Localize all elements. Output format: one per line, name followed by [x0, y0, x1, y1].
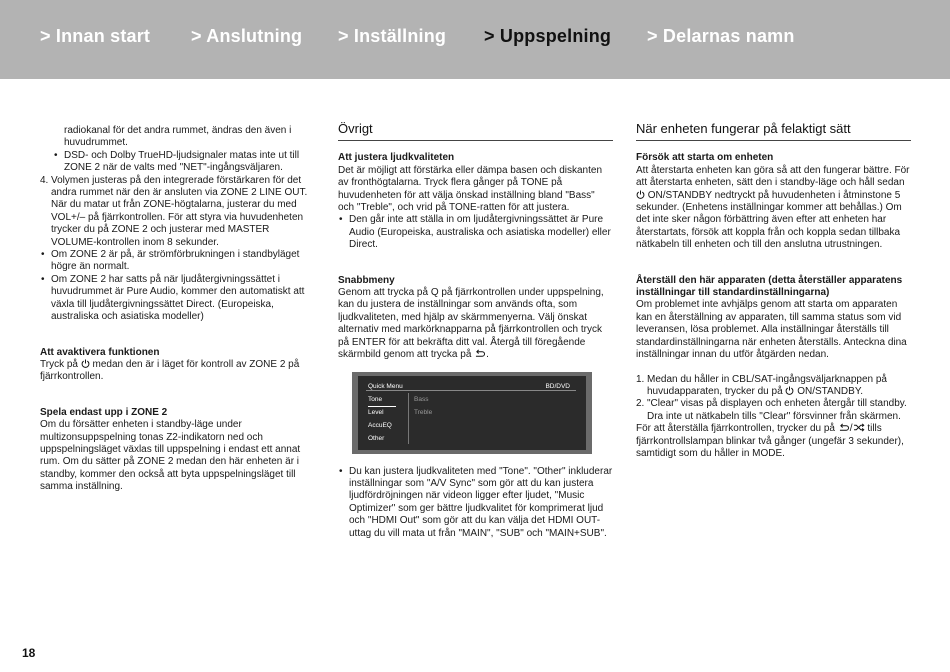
separator: /: [849, 423, 853, 435]
text: Medan du håller in CBL/SAT-ingångsväljarknappen på huvudapparaten, trycker du på: [647, 373, 887, 397]
shuffle-icon: [853, 423, 865, 432]
paragraph-deactivate: [40, 359, 316, 384]
quick-menu-screenshot: [352, 372, 592, 454]
item-number: 4.: [40, 174, 49, 186]
text: ON/STANDBY nedtryckt på huvudenheten i åtminstone 5 sekunder. (Enhetens inställningar kommer att behållas.) Om det inte sker någon förbättring även efter att enheten har återstartats, försök att koppla från och koppla sedan tillbaka nätkabeln till enheten och till den anslutna utrustningen.: [636, 189, 902, 251]
menu-item-accueq[interactable]: AccuEQ: [368, 421, 392, 429]
text: Att återstarta enheten kan göra så att den fungerar bättre. För att återstarta enheten, sätt den i standby-läge och håll sedan: [636, 164, 910, 189]
power-icon: [81, 359, 90, 368]
text: medan den är i läget för kontroll av ZONE 2 på fjärrkontrollen.: [40, 358, 300, 383]
bullet-standby-power: • Om ZONE 2 är på, är strömförbrukningen i standbyläget högre än normalt.: [40, 249, 316, 274]
bullet-pure-audio: • Om ZONE 2 har satts på när ljudåtergivningssättet i huvudrummet är Pure Audio, kommer den automatiskt att växla till ljudåtergivningssättet Direct. (Europeiska, australiska och asiatiska modeller): [40, 274, 316, 324]
nav-link-delarnas-namn[interactable]: > Delarnas namn: [647, 26, 795, 46]
section-title-malfunction: När enheten fungerar på felaktigt sätt: [636, 123, 911, 141]
paragraph-reset: Om problemet inte avhjälps genom att starta om apparaten kan en återställning av apparaten, till samma status som vid leveransen, lösa problemet. Alla inställningar återställs till standardinställningarna när enheten återställs. Anteckna dina inställningar innan du utför åtgärden nedan.: [636, 299, 907, 361]
menu-item-tone[interactable]: Tone: [368, 394, 396, 407]
item-text: Volymen justeras på den integrerade förstärkaren för det andra rummet när den är ansluten via ZONE 2 LINE OUT. När du matar ut från ZONE-högtalarna, justerar du med VOL+/– på fjärrkontrollen. För att styra via huvudenheten trycker du på ZONE 2 och justerar med MASTER VOLUME-kontrollen inom 8 sekunder.: [51, 174, 308, 248]
numbered-step-1: [636, 374, 911, 399]
power-icon: [636, 190, 645, 199]
text: tills fjärrkontrollslampan blinkar två gånger (ungefär 3 sekunder), samtidigt som du håller in MODE.: [636, 423, 904, 459]
heading-restart: Försök att starta om enheten: [636, 152, 774, 164]
menu-item-other[interactable]: Other: [368, 434, 385, 442]
text: .: [486, 349, 489, 361]
column-middle: [338, 118, 613, 540]
menu-value-bass: Bass: [414, 395, 429, 403]
bullet-pure-audio-direct: • Den går inte att ställa in om ljudåtergivningssättet är Pure Audio (Europeiska, australiska och asiatiska modeller) eller Direct.: [338, 214, 613, 251]
step-number: 1.: [636, 373, 645, 385]
nav-link-uppspelning[interactable]: > Uppspelning: [484, 26, 612, 46]
paragraph-remote-reset: [636, 423, 911, 460]
top-navigation-bar: [0, 0, 950, 79]
nav-link-anslutning[interactable]: > Anslutning: [191, 26, 303, 46]
heading-zone2-only: Spela endast upp i ZONE 2: [40, 406, 168, 418]
quick-menu-source: BD/DVD: [545, 382, 570, 390]
menu-value-treble: Treble: [414, 408, 433, 416]
heading-reset: Återställ den här apparaten (detta återställer apparatens inställningar till standardinställningarna): [636, 274, 903, 299]
nav-link-installning[interactable]: > Inställning: [338, 26, 447, 46]
nav-link-innan-start[interactable]: > Innan start: [40, 26, 151, 46]
section-title-ovrigt: Övrigt: [338, 123, 613, 141]
paragraph-quick-menu: [338, 287, 613, 361]
column-left: [40, 125, 316, 494]
paragraph-restart: [636, 165, 911, 252]
text: Genom att trycka på Q på fjärrkontrollen under uppspelning, kan du justera de inställningar som används ofta, som ljudkvaliteten, med hjälp av skärmmenyerna. Välj önskat alternativ med markörknapparna på fjärrkontrollen och tryck på ENTER för att bekräfta ditt val. Återgå till föregående skärmbild genom att trycka på: [338, 287, 604, 361]
heading-deactivate: Att avaktivera funktionen: [40, 346, 160, 358]
bullet-dsd: • DSD- och Dolby TrueHD-ljudsignaler matas inte ut till ZONE 2 när de valts med "NET"-ingångsväljaren.: [53, 150, 316, 175]
power-icon: [785, 386, 794, 395]
numbered-item-4: [40, 175, 316, 249]
text: Tryck på: [40, 358, 78, 370]
return-icon: [838, 423, 850, 432]
continued-text: radiokanal för det andra rummet, ändras den även i huvudrummet.: [64, 125, 292, 149]
quick-menu-title: Quick Menu: [368, 382, 403, 390]
numbered-step-2: [636, 398, 911, 423]
paragraph-zone2-only: Om du försätter enheten i standby-läge under multizonsuppspelning tonas Z2-indikatorn ned och uppspelningsläget växlas till uppspelning i endast ett annat rum. Om du sätter på ZONE 2 medan den här enheten är i standby, kommer den också att byta uppspelningsläget till samma inställning.: [40, 419, 301, 493]
text: ON/STANDBY.: [797, 385, 863, 397]
heading-quick-menu: Snabbmeny: [338, 274, 395, 286]
heading-sound-quality: Att justera ljudkvaliteten: [338, 152, 455, 164]
quick-menu-screen: [358, 376, 586, 450]
column-right: [636, 118, 911, 460]
step-number: 2.: [636, 398, 645, 410]
text: "Clear" visas på displayen och enheten återgår till standby. Dra inte ut nätkabeln tills "Clear" försvinner från skärmen.: [647, 398, 907, 422]
page-number: 18: [22, 646, 36, 660]
return-icon: [474, 349, 486, 358]
text: För att återställa fjärrkontrollen, trycker du på: [636, 423, 835, 435]
bullet-tone-other: • Du kan justera ljudkvaliteten med "Tone". "Other" inkluderar inställningar som "A/V Sync" som gör att du kan justera ljudfördröjningen när videon ligger efter ljudet, "Music Optimizer" som ger bättre ljudkvalitet för komprimerat ljud och "HDMI Out" som gör att du kan välja det HDMI OUT-uttag du vill mata ut från "MAIN", "SUB" och "MAIN+SUB".: [338, 466, 613, 540]
menu-item-level[interactable]: Level: [368, 408, 384, 416]
paragraph-sound-quality: Det är möjligt att förstärka eller dämpa basen och diskanten av fronthögtalarna. Tryck flera gånger på TONE på huvudenheten för att välja önskad inställning bland "Bass" och "Treble", och vrid på TONE-ratten för att justera.: [338, 164, 603, 214]
